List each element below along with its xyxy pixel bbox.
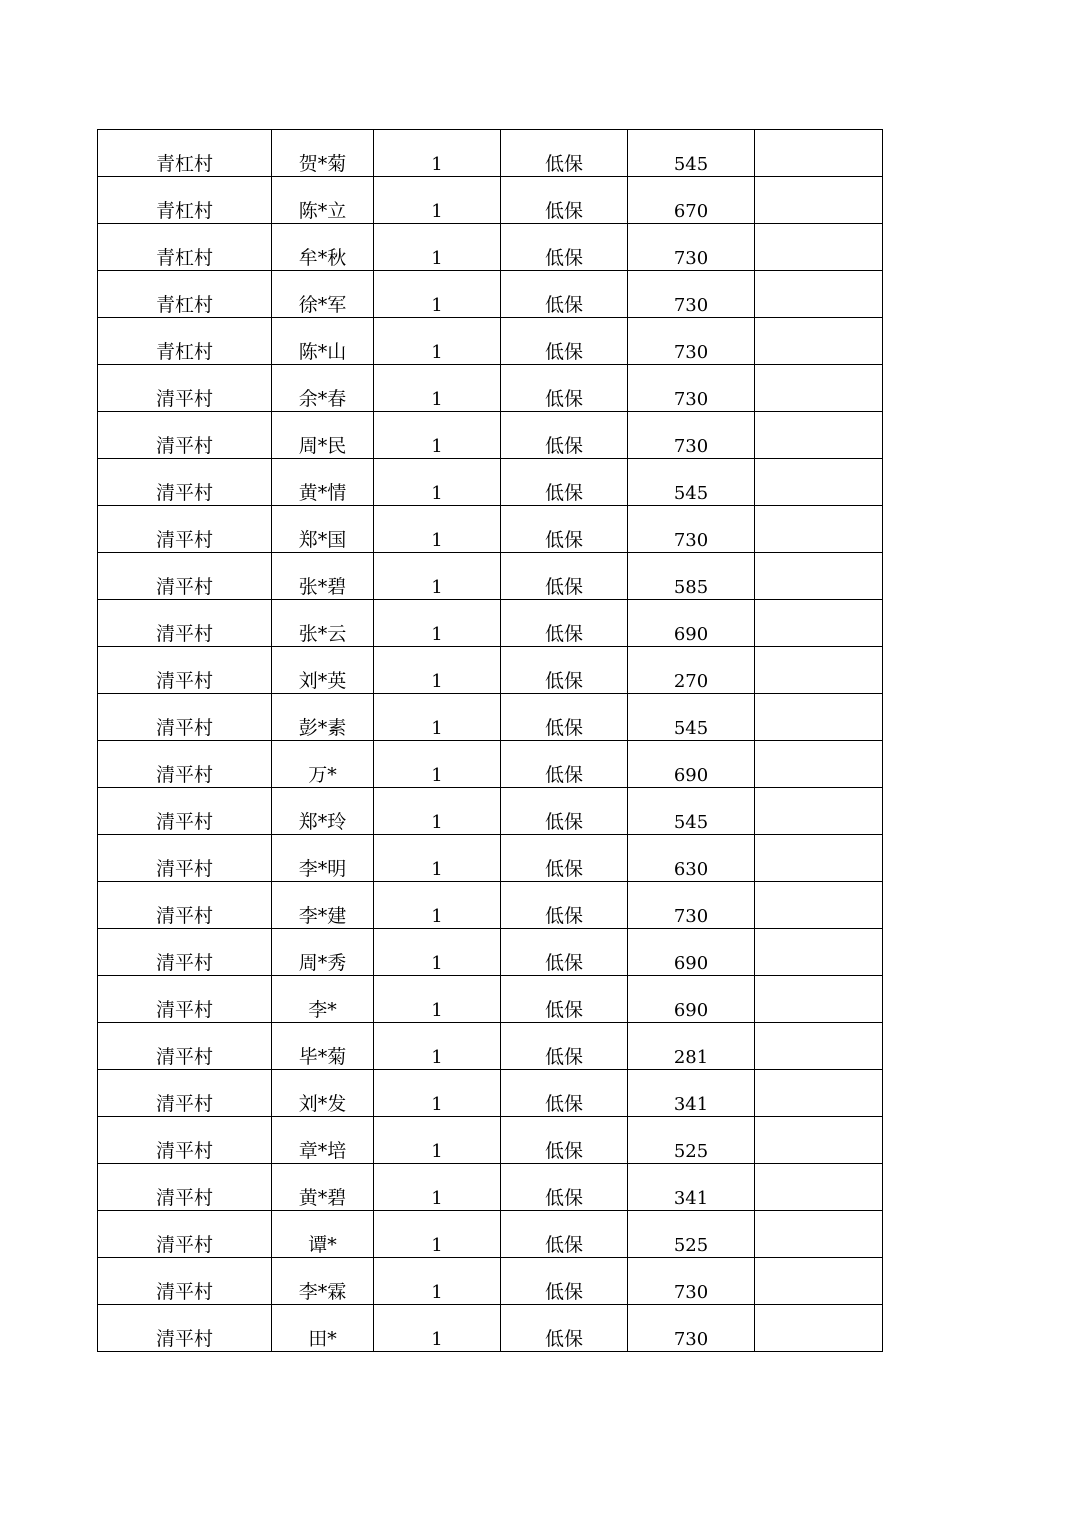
note-cell [755, 1211, 883, 1258]
amount-cell: 270 [628, 647, 755, 694]
table-row [98, 177, 883, 224]
table-row [98, 929, 883, 976]
count-cell: 1 [374, 224, 501, 271]
amount-cell: 690 [628, 929, 755, 976]
village-cell: 清平村 [98, 929, 272, 976]
village-cell: 青杠村 [98, 130, 272, 177]
village-cell: 清平村 [98, 788, 272, 835]
village-cell: 清平村 [98, 1164, 272, 1211]
village-cell: 清平村 [98, 1070, 272, 1117]
amount-cell: 545 [628, 130, 755, 177]
note-cell [755, 976, 883, 1023]
table-row [98, 1117, 883, 1164]
note-cell [755, 1258, 883, 1305]
village-cell: 清平村 [98, 882, 272, 929]
count-cell: 1 [374, 177, 501, 224]
note-cell [755, 1070, 883, 1117]
type-cell: 低保 [501, 788, 628, 835]
type-cell: 低保 [501, 412, 628, 459]
type-cell: 低保 [501, 365, 628, 412]
type-cell: 低保 [501, 1211, 628, 1258]
count-cell: 1 [374, 647, 501, 694]
name-cell: 李*霖 [272, 1258, 374, 1305]
table-row [98, 647, 883, 694]
table-row [98, 318, 883, 365]
village-cell: 清平村 [98, 1305, 272, 1352]
type-cell: 低保 [501, 1164, 628, 1211]
village-cell: 清平村 [98, 694, 272, 741]
village-cell: 清平村 [98, 1117, 272, 1164]
name-cell: 谭* [272, 1211, 374, 1258]
village-cell: 清平村 [98, 741, 272, 788]
name-cell: 郑*国 [272, 506, 374, 553]
table-row [98, 271, 883, 318]
name-cell: 周*民 [272, 412, 374, 459]
amount-cell: 525 [628, 1211, 755, 1258]
type-cell: 低保 [501, 882, 628, 929]
name-cell: 刘*英 [272, 647, 374, 694]
note-cell [755, 1305, 883, 1352]
type-cell: 低保 [501, 1070, 628, 1117]
name-cell: 余*春 [272, 365, 374, 412]
type-cell: 低保 [501, 647, 628, 694]
type-cell: 低保 [501, 177, 628, 224]
note-cell [755, 694, 883, 741]
table-row [98, 976, 883, 1023]
name-cell: 李* [272, 976, 374, 1023]
table-row [98, 130, 883, 177]
note-cell [755, 882, 883, 929]
amount-cell: 730 [628, 1258, 755, 1305]
name-cell: 彭*素 [272, 694, 374, 741]
village-cell: 清平村 [98, 976, 272, 1023]
table-row [98, 224, 883, 271]
table-row [98, 1258, 883, 1305]
count-cell: 1 [374, 741, 501, 788]
name-cell: 陈*立 [272, 177, 374, 224]
count-cell: 1 [374, 1023, 501, 1070]
note-cell [755, 177, 883, 224]
note-cell [755, 130, 883, 177]
count-cell: 1 [374, 976, 501, 1023]
amount-cell: 730 [628, 271, 755, 318]
table-row [98, 459, 883, 506]
table-row [98, 835, 883, 882]
note-cell [755, 741, 883, 788]
count-cell: 1 [374, 1211, 501, 1258]
count-cell: 1 [374, 694, 501, 741]
village-cell: 青杠村 [98, 271, 272, 318]
name-cell: 李*明 [272, 835, 374, 882]
amount-cell: 730 [628, 1305, 755, 1352]
type-cell: 低保 [501, 976, 628, 1023]
amount-cell: 341 [628, 1164, 755, 1211]
name-cell: 毕*菊 [272, 1023, 374, 1070]
amount-cell: 341 [628, 1070, 755, 1117]
note-cell [755, 1164, 883, 1211]
table-row [98, 553, 883, 600]
amount-cell: 545 [628, 694, 755, 741]
note-cell [755, 788, 883, 835]
type-cell: 低保 [501, 553, 628, 600]
amount-cell: 690 [628, 976, 755, 1023]
name-cell: 陈*山 [272, 318, 374, 365]
note-cell [755, 1117, 883, 1164]
table-row [98, 741, 883, 788]
note-cell [755, 929, 883, 976]
type-cell: 低保 [501, 224, 628, 271]
note-cell [755, 365, 883, 412]
note-cell [755, 553, 883, 600]
count-cell: 1 [374, 365, 501, 412]
village-cell: 清平村 [98, 1211, 272, 1258]
count-cell: 1 [374, 271, 501, 318]
amount-cell: 525 [628, 1117, 755, 1164]
village-cell: 清平村 [98, 1258, 272, 1305]
table-row [98, 1023, 883, 1070]
village-cell: 清平村 [98, 506, 272, 553]
note-cell [755, 459, 883, 506]
name-cell: 万* [272, 741, 374, 788]
type-cell: 低保 [501, 130, 628, 177]
note-cell [755, 647, 883, 694]
table-row [98, 412, 883, 459]
type-cell: 低保 [501, 929, 628, 976]
type-cell: 低保 [501, 1305, 628, 1352]
table-row [98, 1070, 883, 1117]
count-cell: 1 [374, 553, 501, 600]
count-cell: 1 [374, 412, 501, 459]
type-cell: 低保 [501, 1258, 628, 1305]
village-cell: 清平村 [98, 600, 272, 647]
name-cell: 刘*发 [272, 1070, 374, 1117]
table-row [98, 1305, 883, 1352]
type-cell: 低保 [501, 506, 628, 553]
count-cell: 1 [374, 459, 501, 506]
amount-cell: 585 [628, 553, 755, 600]
count-cell: 1 [374, 130, 501, 177]
note-cell [755, 1023, 883, 1070]
count-cell: 1 [374, 506, 501, 553]
name-cell: 郑*玲 [272, 788, 374, 835]
amount-cell: 630 [628, 835, 755, 882]
village-cell: 清平村 [98, 553, 272, 600]
amount-cell: 730 [628, 224, 755, 271]
name-cell: 黄*情 [272, 459, 374, 506]
name-cell: 张*碧 [272, 553, 374, 600]
village-cell: 清平村 [98, 365, 272, 412]
type-cell: 低保 [501, 1117, 628, 1164]
count-cell: 1 [374, 318, 501, 365]
count-cell: 1 [374, 600, 501, 647]
note-cell [755, 412, 883, 459]
count-cell: 1 [374, 1258, 501, 1305]
amount-cell: 670 [628, 177, 755, 224]
type-cell: 低保 [501, 741, 628, 788]
village-cell: 清平村 [98, 459, 272, 506]
village-cell: 清平村 [98, 1023, 272, 1070]
note-cell [755, 835, 883, 882]
note-cell [755, 600, 883, 647]
note-cell [755, 271, 883, 318]
type-cell: 低保 [501, 459, 628, 506]
table-row [98, 1164, 883, 1211]
type-cell: 低保 [501, 271, 628, 318]
count-cell: 1 [374, 788, 501, 835]
name-cell: 张*云 [272, 600, 374, 647]
village-cell: 青杠村 [98, 177, 272, 224]
type-cell: 低保 [501, 1023, 628, 1070]
village-cell: 清平村 [98, 647, 272, 694]
table-row [98, 694, 883, 741]
count-cell: 1 [374, 1305, 501, 1352]
table-row [98, 506, 883, 553]
count-cell: 1 [374, 1070, 501, 1117]
amount-cell: 730 [628, 882, 755, 929]
table-body [98, 130, 883, 1352]
name-cell: 李*建 [272, 882, 374, 929]
table-row [98, 600, 883, 647]
name-cell: 周*秀 [272, 929, 374, 976]
table-row [98, 1211, 883, 1258]
amount-cell: 281 [628, 1023, 755, 1070]
type-cell: 低保 [501, 694, 628, 741]
village-cell: 清平村 [98, 835, 272, 882]
amount-cell: 730 [628, 318, 755, 365]
table-row [98, 788, 883, 835]
name-cell: 徐*军 [272, 271, 374, 318]
type-cell: 低保 [501, 835, 628, 882]
type-cell: 低保 [501, 318, 628, 365]
benefit-table [97, 129, 883, 1352]
village-cell: 青杠村 [98, 318, 272, 365]
name-cell: 贺*菊 [272, 130, 374, 177]
village-cell: 清平村 [98, 412, 272, 459]
amount-cell: 690 [628, 741, 755, 788]
count-cell: 1 [374, 1117, 501, 1164]
name-cell: 田* [272, 1305, 374, 1352]
amount-cell: 690 [628, 600, 755, 647]
village-cell: 青杠村 [98, 224, 272, 271]
count-cell: 1 [374, 929, 501, 976]
count-cell: 1 [374, 835, 501, 882]
amount-cell: 730 [628, 506, 755, 553]
note-cell [755, 224, 883, 271]
amount-cell: 545 [628, 788, 755, 835]
amount-cell: 730 [628, 412, 755, 459]
table-row [98, 882, 883, 929]
table-row [98, 365, 883, 412]
note-cell [755, 318, 883, 365]
amount-cell: 730 [628, 365, 755, 412]
name-cell: 章*培 [272, 1117, 374, 1164]
name-cell: 牟*秋 [272, 224, 374, 271]
count-cell: 1 [374, 1164, 501, 1211]
note-cell [755, 506, 883, 553]
count-cell: 1 [374, 882, 501, 929]
amount-cell: 545 [628, 459, 755, 506]
name-cell: 黄*碧 [272, 1164, 374, 1211]
type-cell: 低保 [501, 600, 628, 647]
